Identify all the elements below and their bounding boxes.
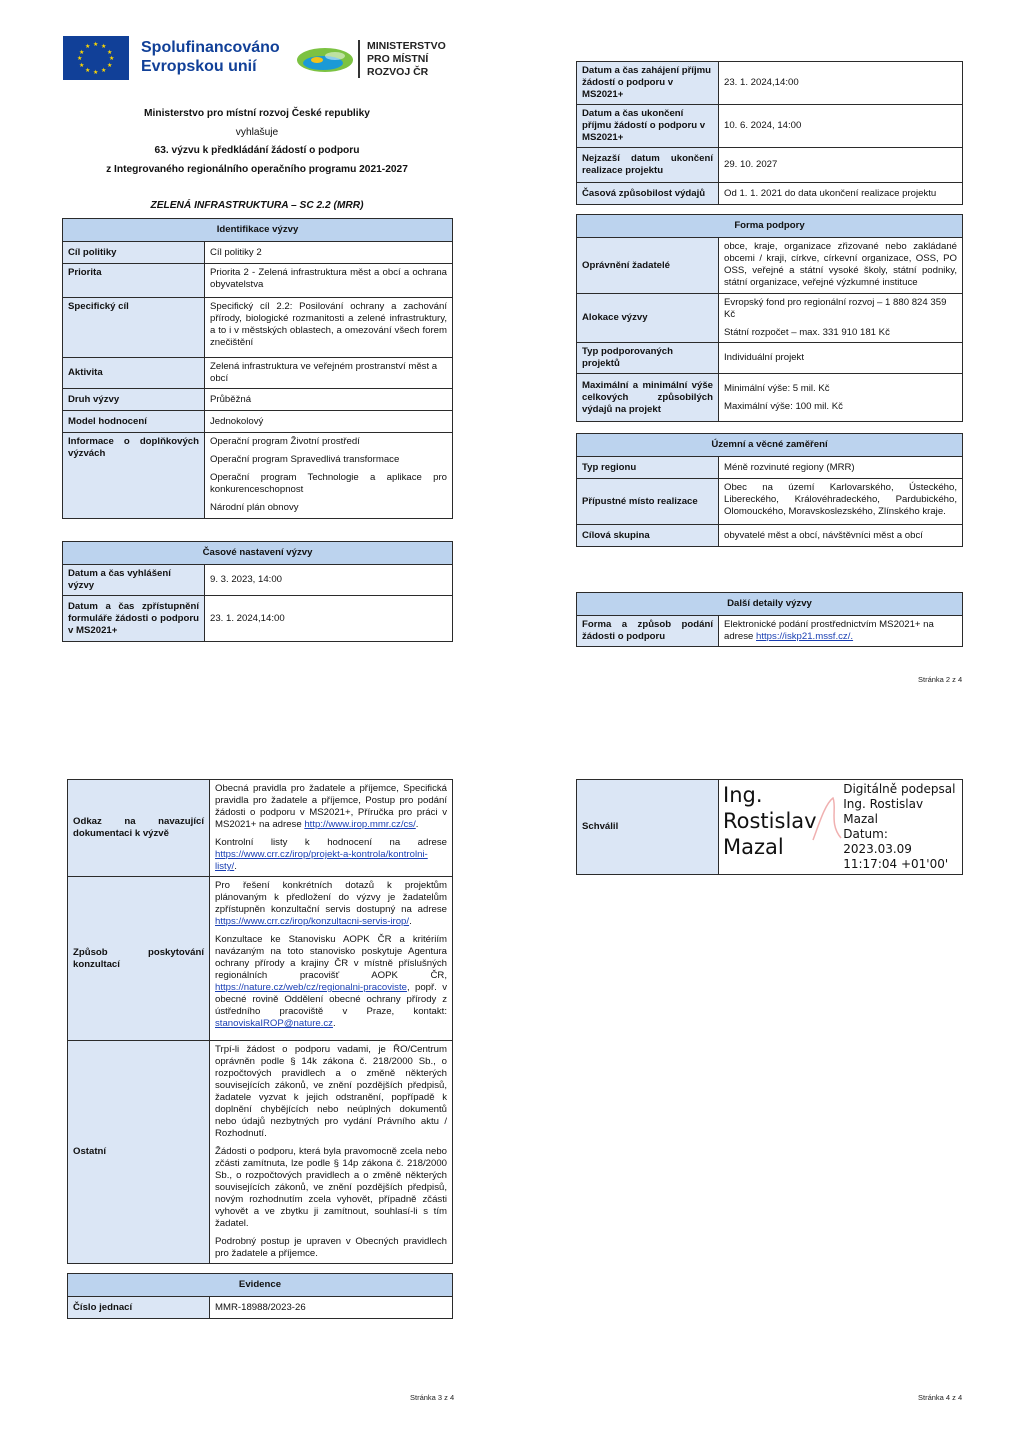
row-value: Méně rozvinuté regiony (MRR) [719,457,963,479]
row-value: Zelená infrastruktura ve veřejném prostranství měst a obcí [205,358,453,389]
row-label: Datum a čas zahájení příjmu žádostí o podporu v MS2021+ [577,62,719,105]
page-number-4: Stránka 4 z 4 [918,1393,963,1402]
row-label: Druh výzvy [63,389,205,411]
max-item: Minimální výše: 5 mil. Kč [724,382,830,394]
row-value [210,780,453,877]
mmr-logo-icon [293,42,357,76]
row-label: Časová způsobilost výdajů [577,183,719,205]
iskp-link[interactable]: https://iskp21.mssf.cz/. [756,631,854,642]
row-value: Cíl politiky 2 [205,242,453,264]
signature-line: Datum: 2023.03.09 [843,827,912,856]
row-value: 10. 6. 2024, 14:00 [719,105,963,148]
signature-line: 11:17:04 +01'00' [843,857,949,871]
row-value: Obec na území Karlovarského, Ústeckého, Libereckého, Královéhradeckého, Pardubického, Olomouckého, Moravskoslezského, Zlínského kraje. [719,479,963,525]
row-value: Průběžná [205,389,453,411]
irop-link[interactable]: http://www.irop.mmr.cz/cs/ [304,819,416,830]
signature-mark-icon [807,794,847,844]
uzemni-table [576,433,963,547]
row-label: Datum a čas zpřístupnění formuláře žádosti o podporu v MS2021+ [63,596,205,642]
row-label: Informace o doplňkových výzvách [63,433,205,519]
dalsi-title: Další detaily výzvy [577,593,963,616]
header-line-ministry: Ministerstvo pro místní rozvoj České republiky [144,108,370,119]
ostatni-paragraph: Žádosti o podporu, která byla pravomocně zcela nebo zčásti zamítnuta, lze podle § 14p zákona č. 218/2000 Sb., o rozpočtových pravidlech a o změně některých souvisejících zákonů, ve znění pozdějších předpisů, novým rozhodnutím zcela vyhovět, případně zčásti vyhovět a ve zbytku ji zamítnout, souhlasí-li s tím žadatel. [215,1146,447,1229]
digital-signature-info [843,782,958,872]
row-label: Forma a způsob podání žádosti o podporu [577,616,719,647]
odkaz-paragraph [215,837,447,873]
row-label: Přípustné místo realizace [577,479,719,525]
konzultace-punct: . [409,916,412,927]
row-value: Specifický cíl 2.2: Posilování ochrany a zachování přírody, biologické rozmanitosti a zelené infrastruktury, a to i v městských oblastech, a omezování všech forem znečištění [205,298,453,358]
info-item: Operační program Spravedlivá transformace [210,454,400,465]
row-label: Alokace výzvy [577,294,719,343]
row-value: 23. 1. 2024,14:00 [719,62,963,105]
row-value: Priorita 2 - Zelená infrastruktura měst a obcí a ochrana obyvatelstva [205,264,453,298]
row-value: Od 1. 1. 2021 do data ukončení realizace projektu [719,183,963,205]
kontrolni-listy-link[interactable]: https://www.crr.cz/irop/projekt-a-kontrola/kontrolni-listy/ [215,849,428,872]
header-line-vyhlasuje: vyhlašuje [235,127,279,138]
signature-line: Ing. Rostislav Mazal [843,797,924,826]
row-label: Maximální a minimální výše celkových způsobilých výdajů na projekt [577,374,719,422]
page-number-2: Stránka 2 z 4 [918,675,963,684]
casove-table [62,541,453,642]
evidence-table [67,1273,453,1319]
row-label: Priorita [63,264,205,298]
odkaz-text: Obecná pravidla pro žadatele a příjemce, Specifická pravidla pro žadatele a příjemce, Postup pro podání žádosti o podporu v MS2021+, Příručka pro práci v MS2021+ na adrese [215,783,447,830]
odkaz-table [67,779,453,1264]
odkaz-text: Kontrolní listy k hodnocení na adrese [215,837,447,848]
row-value: 29. 10. 2027 [719,148,963,183]
signer-name-line: Mazal [723,835,784,859]
konzultacni-servis-link[interactable]: https://www.crr.cz/irop/konzultacni-servis-irop/ [215,916,410,927]
row-value: 23. 1. 2024,14:00 [205,596,453,642]
forma-table [576,214,963,422]
dalsi-text: Elektronické podání prostřednictvím MS2021+ na adrese [724,619,934,642]
uzemni-title: Územní a věcné zaměření [577,434,963,457]
row-value: 9. 3. 2023, 14:00 [205,565,453,596]
signature-line: Digitálně podepsal [843,782,956,796]
evidence-title: Evidence [68,1274,453,1297]
row-label: Ostatní [68,1041,210,1264]
odkaz-paragraph [215,783,447,831]
row-value [719,616,963,647]
row-label: Aktivita [63,358,205,389]
row-label: Cíl politiky [63,242,205,264]
row-label: Cílová skupina [577,525,719,547]
row-label: Datum a čas ukončení příjmu žádostí o podporu v MS2021+ [577,105,719,148]
row-value: obce, kraje, organizace zřizované nebo zakládané obcemi / kraji, církve, církevní organizace, OSS, PO OSS, veřejné a státní vysoké školy, státní podniky, státní organizace, veřejné výzkumné instituce [719,238,963,294]
casove-title: Časové nastavení výzvy [63,542,453,565]
konzultace-text: , popř. v obecné rovině Oddělení obecné ochrany přírody z ústředního pracoviště v Praze, kontakt: [215,982,447,1017]
eu-logo-text: Spolufinancováno Evropskou unií [141,39,280,75]
row-label: Způsob poskytování konzultací [68,877,210,1041]
row-value: Jednokolový [205,411,453,433]
ostatni-paragraph: Podrobný postup je upraven v Obecných pravidlech pro žadatele a příjemce. [215,1236,447,1259]
page-number-3: Stránka 3 z 4 [410,1393,455,1402]
konzultace-paragraph [215,880,447,928]
info-item: Operační program Životní prostředí [210,436,360,447]
row-label: Model hodnocení [63,411,205,433]
ostatni-paragraph: Trpí-li žádost o podporu vadami, je ŘO/Centrum oprávněn podle § 14k zákona č. 218/2000 Sb., o rozpočtových pravidlech a o změně některých souvisejících zákonů, ve znění pozdějších předpisů, žadatele vyzvat k jejich odstranění, popřípadě k doplnění chybějících nebo neúplných dokumentů nebo údajů nezbytných pro vydání Právního aktu / Rozhodnutí. [215,1044,447,1139]
aopk-email-link[interactable]: stanoviskaIROP@nature.cz [215,1018,333,1029]
eu-flag-logo: ★ ★ ★ ★ ★ ★ ★ ★ ★ ★ ★ ★ [63,36,129,80]
konzultace-text: Konzultace ke Stanovisku AOPK ČR a kritériím navázaným na toto stanovisko poskytuje Agentura ochrany přírody a krajiny ČR v místně příslušných regionálních pracovišť AOPK ČR, [215,934,447,981]
row-value [205,433,453,519]
row-value [719,294,963,343]
alokace-item: Evropský fond pro regionální rozvoj – 1 880 824 359 Kč [724,297,947,320]
row-label: Typ regionu [577,457,719,479]
header-line-program: z Integrovaného regionálního operačního programu 2021-2027 [106,164,408,175]
header-line-vyzva: 63. výzvu k předkládání žádostí o podporu [154,145,360,156]
max-item: Maximální výše: 100 mil. Kč [724,400,843,412]
row-label: Schválil [577,780,719,875]
forma-title: Forma podpory [577,215,963,238]
row-value: Individuální projekt [719,343,963,374]
row-value [210,877,453,1041]
konzultace-punct: . [332,1018,336,1029]
dalsi-table [576,592,963,647]
row-label: Číslo jednací [68,1297,210,1319]
identifikace-title: Identifikace výzvy [63,219,453,242]
casove2-table [576,61,963,205]
schvalil-table [576,779,963,875]
row-label: Datum a čas vyhlášení výzvy [63,565,205,596]
identifikace-table [62,218,453,519]
header-subtitle: ZELENÁ INFRASTRUKTURA – SC 2.2 (MRR) [150,200,364,211]
row-label: Typ podporovaných projektů [577,343,719,374]
row-label: Specifický cíl [63,298,205,358]
row-value [719,374,963,422]
row-value: obyvatelé měst a obcí, návštěvníci měst a obcí [719,525,963,547]
signature-cell [719,780,963,875]
logo-divider [358,40,360,78]
signer-name-line: Ing. Rostislav [723,783,817,833]
row-value: MMR-18988/2023-26 [210,1297,453,1319]
row-label: Nejzazší datum ukončení realizace projektu [577,148,719,183]
odkaz-punct: . [234,861,237,872]
info-item: Operační program Technologie a aplikace pro konkurenceschopnost [210,472,447,495]
row-value [210,1041,453,1264]
row-label: Odkaz na navazující dokumentaci k výzvě [68,780,210,877]
konzultace-text: Pro řešení konkrétních dotazů k projektům plánovaným k předložení do výzvy je žadatelům zpřístupněn konzultační servis dostupný na adrese [215,880,447,915]
row-label: Oprávnění žadatelé [577,238,719,294]
mmr-logo-text: MINISTERSTVO PRO MÍSTNÍ ROZVOJ ČR [367,40,446,78]
odkaz-punct: . [415,819,419,830]
konzultace-paragraph [215,934,447,1030]
info-item: Národní plán obnovy [210,502,299,513]
aopk-link[interactable]: https://nature.cz/web/cz/regionalni-pracoviste [215,982,407,993]
alokace-item: Státní rozpočet – max. 331 910 181 Kč [724,327,890,338]
